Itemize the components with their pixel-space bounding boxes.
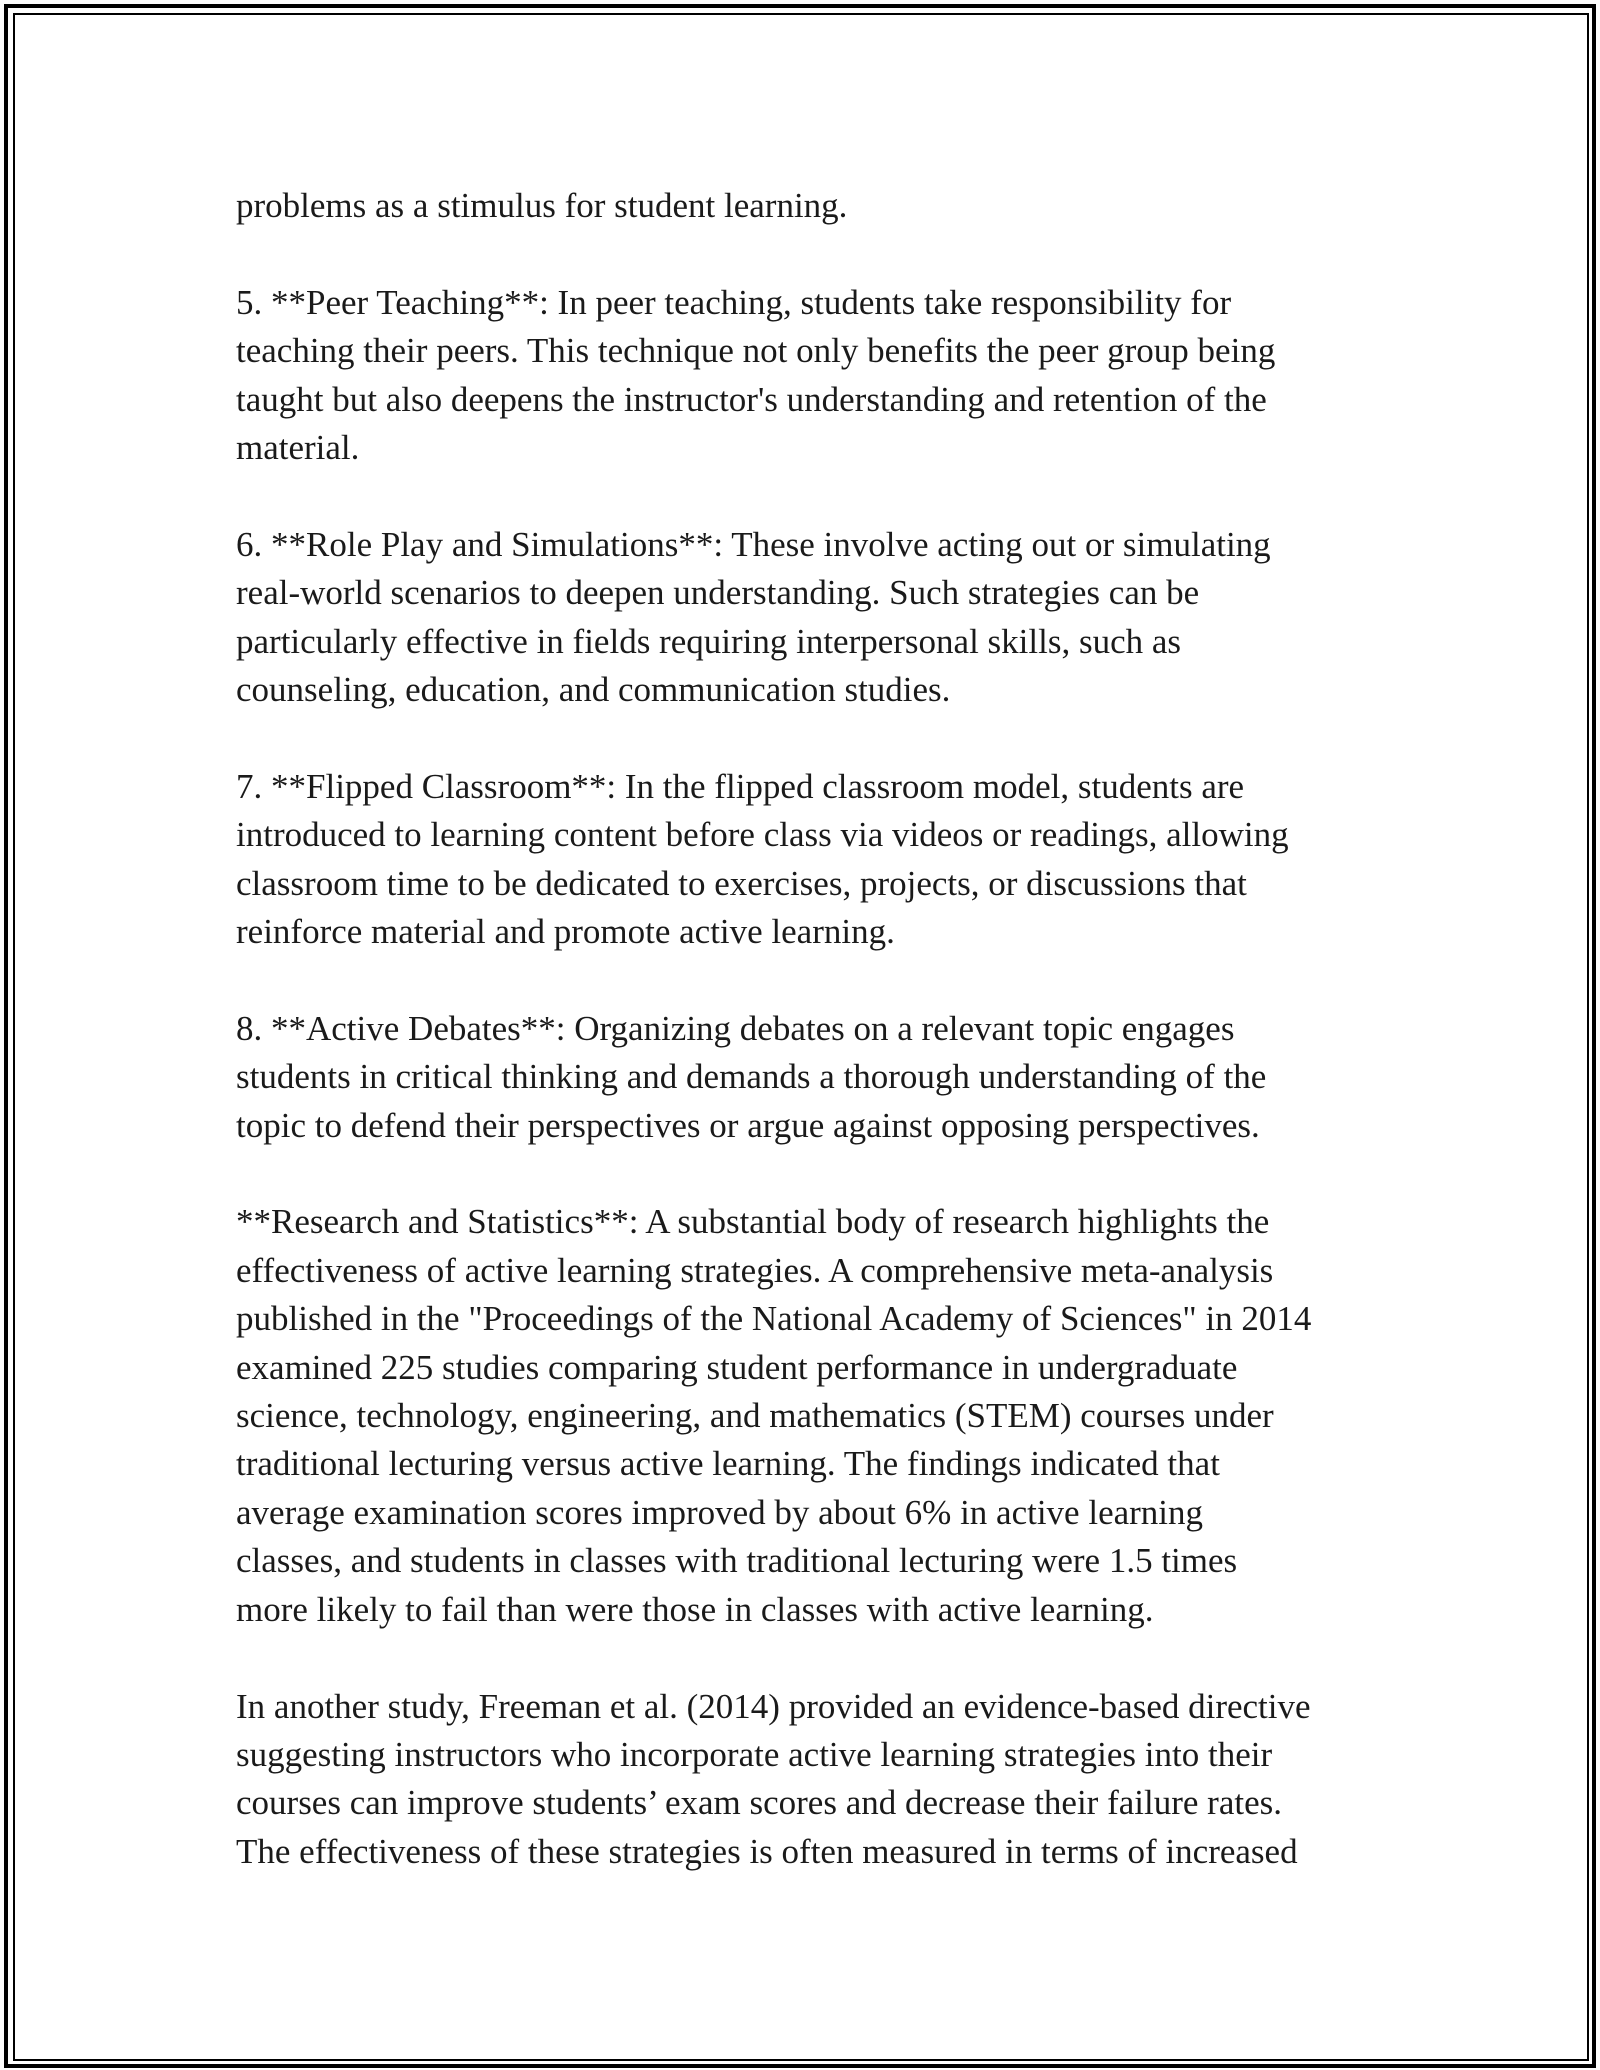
paragraph-continuation [236,182,1386,230]
text-line: 7. **Flipped Classroom**: In the flipped classroom model, students are [236,766,1245,806]
text-line: 8. **Active Debates**: Organizing debates on a relevant topic engages [236,1008,1235,1048]
paragraph-active-debates [236,1005,1386,1150]
text-line: teaching their peers. This technique not only benefits the peer group being [236,331,1276,371]
text-line: science, technology, engineering, and mathematics (STEM) courses under [236,1396,1274,1436]
text-line: material. [236,428,360,468]
text-line: students in critical thinking and demands a thorough understanding of the [236,1057,1267,1097]
text-line: effectiveness of active learning strategies. A comprehensive meta-analysis [236,1250,1274,1290]
document-body [236,182,1386,1925]
text-line: published in the "Proceedings of the National Academy of Sciences" in 2014 [236,1299,1312,1339]
text-line: **Research and Statistics**: A substantial body of research highlights the [236,1202,1270,1242]
text-line: topic to defend their perspectives or argue against opposing perspectives. [236,1105,1260,1145]
text-line: reinforce material and promote active learning. [236,912,895,952]
text-line: courses can improve students’ exam scores and decrease their failure rates. [236,1783,1282,1823]
text-line: introduced to learning content before class via videos or readings, allowing [236,815,1289,855]
text-line: 5. **Peer Teaching**: In peer teaching, students take responsibility for [236,282,1232,322]
text-line: more likely to fail than were those in classes with active learning. [236,1589,1154,1629]
text-line: counseling, education, and communication studies. [236,670,951,710]
text-line: average examination scores improved by about 6% in active learning [236,1492,1204,1532]
text-line: 6. **Role Play and Simulations**: These involve acting out or simulating [236,524,1271,564]
text-line: taught but also deepens the instructor's understanding and retention of the [236,379,1267,419]
paragraph-research-statistics [236,1198,1386,1634]
text-line: suggesting instructors who incorporate active learning strategies into their [236,1734,1273,1774]
text-line: traditional lecturing versus active learning. The findings indicated that [236,1444,1220,1484]
text-line: classes, and students in classes with traditional lecturing were 1.5 times [236,1541,1238,1581]
text-line: real-world scenarios to deepen understanding. Such strategies can be [236,573,1200,613]
text-line: classroom time to be dedicated to exercises, projects, or discussions that [236,863,1247,903]
text-line: problems as a stimulus for student learning. [236,186,848,225]
paragraph-peer-teaching [236,279,1386,473]
text-line: In another study, Freeman et al. (2014) provided an evidence-based directive [236,1686,1311,1726]
text-line: examined 225 studies comparing student performance in undergraduate [236,1347,1238,1387]
text-line: particularly effective in fields requiring interpersonal skills, such as [236,621,1182,661]
text-line: The effectiveness of these strategies is often measured in terms of increased [236,1831,1298,1871]
paragraph-freeman-study [236,1683,1386,1877]
paragraph-flipped-classroom [236,763,1386,957]
paragraph-role-play [236,521,1386,715]
